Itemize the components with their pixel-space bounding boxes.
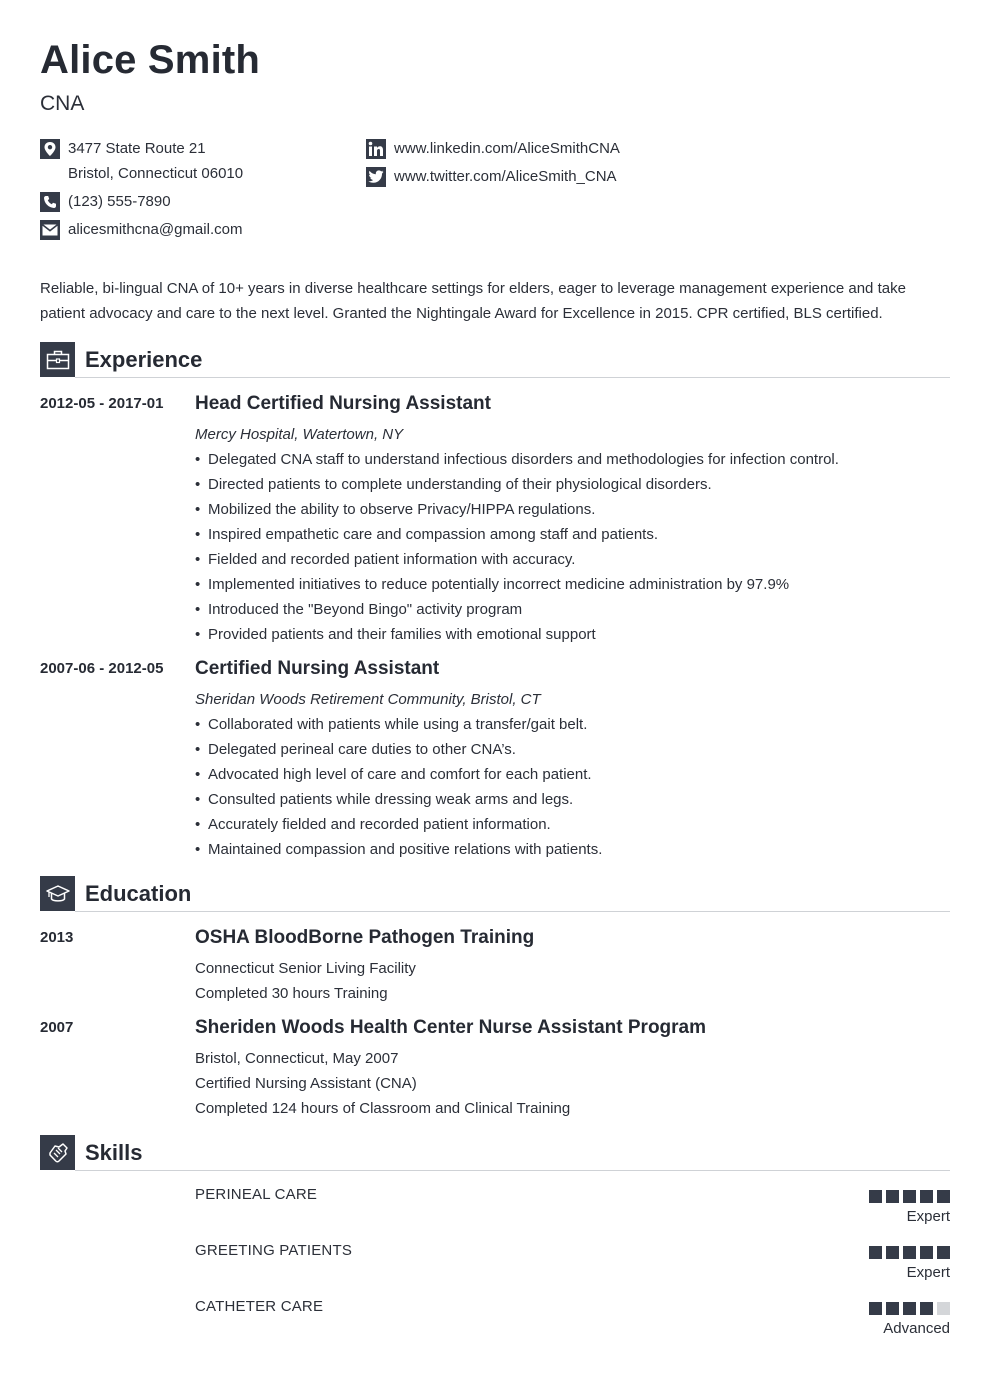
twitter-icon [366,167,386,187]
job-duty: • Maintained compassion and positive relations with patients. [195,837,950,862]
skill-level: Expert [906,1208,950,1225]
skill-row [195,1298,950,1348]
rating-square-filled [920,1302,933,1315]
job-employer: Mercy Hospital, Watertown, NY [195,426,404,443]
job-employer: Sheridan Woods Retirement Community, Bristol, CT [195,691,541,708]
skill-name: CATHETER CARE [195,1298,324,1315]
education-heading: Education [85,881,192,906]
education-detail: Connecticut Senior Living Facility [195,960,416,977]
rating-square-filled [886,1302,899,1315]
address-line-2: Bristol, Connecticut 06010 [68,165,244,182]
twitter-item [366,166,620,189]
twitter-url[interactable]: www.twitter.com/AliceSmith_CNA [394,168,617,185]
skills-heading: Skills [85,1140,143,1165]
graduation-cap-icon [40,876,75,911]
section-divider [75,911,950,912]
education-detail: Completed 30 hours Training [195,985,388,1002]
rating-square-filled [886,1246,899,1259]
experience-section-header [40,342,950,378]
job-dates: 2007-06 - 2012-05 [40,660,164,677]
job-duty: • Directed patients to complete understanding of their physiological disorders. [195,472,950,497]
email-address[interactable]: alicesmithcna@gmail.com [68,221,243,238]
education-detail: Completed 124 hours of Classroom and Clinical Training [195,1100,571,1117]
job-duties-list [195,712,950,862]
job-duty: • Mobilized the ability to observe Privacy/HIPPA regulations. [195,497,950,522]
job-duty: • Delegated CNA staff to understand infectious disorders and methodologies for infection control. [195,447,950,472]
job-duty: • Inspired empathetic care and compassion among staff and patients. [195,522,950,547]
skill-row [195,1186,950,1236]
job-duties-list [195,447,950,647]
education-title: OSHA BloodBorne Pathogen Training [195,927,535,948]
job-dates: 2012-05 - 2017-01 [40,395,164,412]
address-line-1: 3477 State Route 21 [68,140,206,157]
linkedin-icon [366,139,386,159]
education-title: Sheriden Woods Health Center Nurse Assistant Program [195,1017,707,1038]
rating-square-filled [869,1302,882,1315]
skills-section-header [40,1135,950,1171]
experience-heading: Experience [85,347,203,372]
rating-square-filled [869,1246,882,1259]
rating-square-filled [903,1302,916,1315]
rating-square-filled [920,1190,933,1203]
job-duty: • Accurately fielded and recorded patient information. [195,812,950,837]
map-pin-icon [40,139,60,159]
skill-rating [869,1302,950,1315]
skill-level: Advanced [883,1320,950,1337]
job-duty: • Introduced the "Beyond Bingo" activity program [195,597,950,622]
candidate-title: CNA [40,92,85,115]
email-item [40,219,243,242]
linkedin-item [366,138,620,161]
envelope-icon [40,220,60,240]
address-item [40,138,243,186]
rating-square-filled [920,1246,933,1259]
skill-rating [869,1246,950,1259]
education-year: 2007 [40,1019,74,1036]
handshake-icon [40,1135,75,1170]
job-duty: • Collaborated with patients while using a transfer/gait belt. [195,712,950,737]
briefcase-icon [40,342,75,377]
job-duty: • Advocated high level of care and comfort for each patient. [195,762,950,787]
job-title: Certified Nursing Assistant [195,658,440,679]
job-duty: • Implemented initiatives to reduce potentially incorrect medicine administration by 97.9% [195,572,950,597]
skill-rating [869,1190,950,1203]
rating-square-filled [937,1190,950,1203]
professional-summary: Reliable, bi-lingual CNA of 10+ years in diverse healthcare settings for elders, eager to leverage management experience and take patient advocacy and care to the next level. Granted the Nightingale Award for Excellence in 2015. CPR certified, BLS certified. [40,280,906,322]
education-year: 2013 [40,929,74,946]
rating-square-filled [886,1190,899,1203]
linkedin-url[interactable]: www.linkedin.com/AliceSmithCNA [394,140,620,157]
job-duty: • Provided patients and their families with emotional support [195,622,950,647]
rating-square-filled [903,1190,916,1203]
education-detail: Certified Nursing Assistant (CNA) [195,1075,417,1092]
skill-row [195,1242,950,1292]
job-duty: • Delegated perineal care duties to other CNA’s. [195,737,950,762]
phone-number[interactable]: (123) 555-7890 [68,193,171,210]
rating-square-filled [869,1190,882,1203]
education-detail: Bristol, Connecticut, May 2007 [195,1050,399,1067]
candidate-name: Alice Smith [40,38,261,82]
rating-square-empty [937,1302,950,1315]
skill-name: PERINEAL CARE [195,1186,318,1203]
contact-left [40,138,243,247]
education-section-header [40,876,950,912]
section-divider [75,377,950,378]
rating-square-filled [937,1246,950,1259]
job-duty: • Consulted patients while dressing weak arms and legs. [195,787,950,812]
rating-square-filled [903,1246,916,1259]
job-title: Head Certified Nursing Assistant [195,393,491,414]
skill-level: Expert [906,1264,950,1281]
phone-item [40,191,243,214]
section-divider [75,1170,950,1171]
skill-name: GREETING PATIENTS [195,1242,353,1259]
contact-right [366,138,620,194]
job-duty: • Fielded and recorded patient information with accuracy. [195,547,950,572]
phone-icon [40,192,60,212]
